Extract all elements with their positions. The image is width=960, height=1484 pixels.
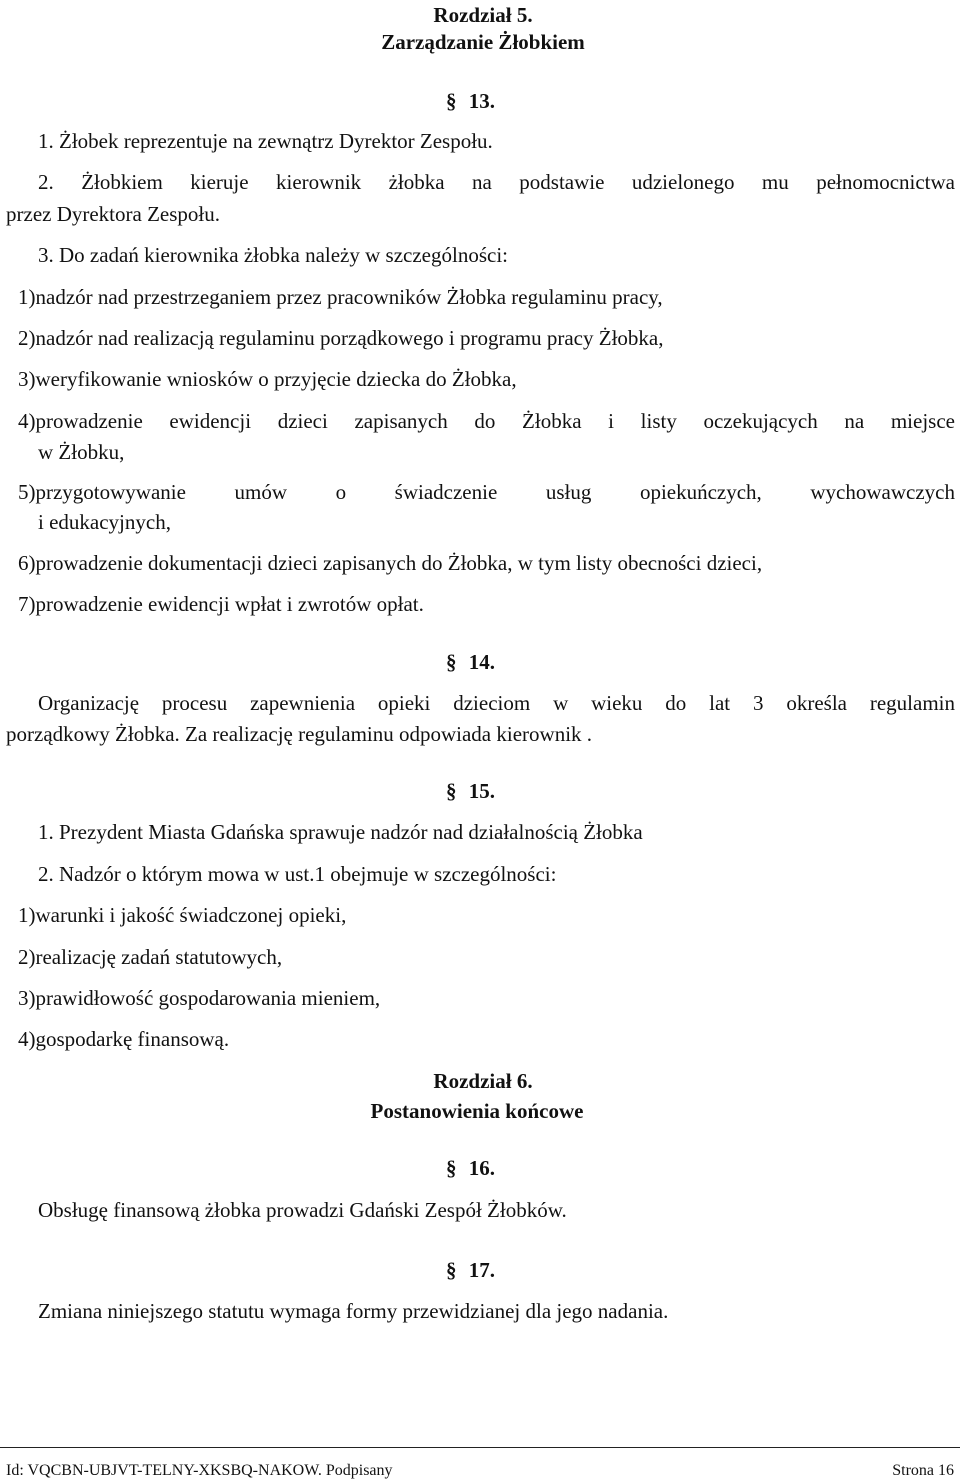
- section-number: 15.: [468, 779, 495, 803]
- section-symbol: §: [446, 1258, 457, 1282]
- list-item: 2)realizację zadań statutowych,: [18, 945, 283, 969]
- section-symbol: §: [446, 89, 457, 113]
- list-item: 3)prawidłowość gospodarowania mieniem,: [18, 986, 381, 1010]
- paragraph: 3. Do zadań kierownika żłobka należy w szczególności:: [38, 243, 508, 267]
- list-item: 4)gospodarkę finansową.: [18, 1027, 230, 1051]
- section-heading-15: [446, 781, 495, 802]
- list-item-continuation: i edukacyjnych,: [38, 510, 171, 534]
- list-item: 3)weryfikowanie wniosków o przyjęcie dziecka do Żłobka,: [18, 367, 517, 391]
- footer-document-id: Id: VQCBN-UBJVT-TELNY-XKSBQ-NAKOW. Podpisany: [6, 1462, 393, 1479]
- section-symbol: §: [446, 779, 457, 803]
- chapter-title: Rozdział 6.: [433, 1069, 533, 1093]
- section-heading-13: [446, 91, 495, 112]
- paragraph: 2. Żłobkiem kieruje kierownik żłobka na podstawie udzielonego mu pełnomocnictwa: [38, 170, 955, 194]
- section-number: 17.: [468, 1258, 495, 1282]
- list-item: 2)nadzór nad realizacją regulaminu porządkowego i programu pracy Żłobka,: [18, 326, 664, 350]
- list-item: 5)przygotowywanie umów o świadczenie usług opiekuńczych, wychowawczych: [18, 480, 955, 504]
- paragraph: 1. Prezydent Miasta Gdańska sprawuje nadzór nad działalnością Żłobka: [38, 820, 643, 844]
- section-number: 14.: [468, 650, 495, 674]
- section-symbol: §: [446, 1156, 457, 1180]
- section-heading-16: [446, 1158, 495, 1179]
- section-number: 16.: [468, 1156, 495, 1180]
- paragraph: Organizację procesu zapewnienia opieki dzieciom w wieku do lat 3 określa regulamin: [38, 691, 955, 715]
- paragraph: 2. Nadzór o którym mowa w ust.1 obejmuje w szczególności:: [38, 862, 557, 886]
- paragraph: Zmiana niniejszego statutu wymaga formy przewidzianej dla jego nadania.: [38, 1299, 669, 1323]
- section-heading-17: [446, 1260, 495, 1281]
- chapter-subtitle: Postanowienia końcowe: [370, 1099, 584, 1123]
- list-item: 1)warunki i jakość świadczonej opieki,: [18, 903, 347, 927]
- section-number: 13.: [468, 89, 495, 113]
- paragraph: Obsługę finansową żłobka prowadzi Gdański Zespół Żłobków.: [38, 1198, 567, 1222]
- list-item: 6)prowadzenie dokumentacji dzieci zapisanych do Żłobka, w tym listy obecności dzieci,: [18, 551, 763, 575]
- section-symbol: §: [446, 650, 457, 674]
- chapter-title: Rozdział 5.: [433, 3, 533, 27]
- paragraph-continuation: przez Dyrektora Zespołu.: [6, 202, 220, 226]
- list-item: 1)nadzór nad przestrzeganiem przez pracowników Żłobka regulaminu pracy,: [18, 285, 663, 309]
- list-item-continuation: w Żłobku,: [38, 440, 125, 464]
- section-heading-14: [446, 652, 495, 673]
- list-item: 4)prowadzenie ewidencji dzieci zapisanych do Żłobka i listy oczekujących na miejsce: [18, 409, 955, 433]
- footer-divider: [0, 1447, 960, 1448]
- footer-page-number: Strona 16: [892, 1462, 954, 1479]
- paragraph-continuation: porządkowy Żłobka. Za realizację regulaminu odpowiada kierownik .: [6, 722, 593, 746]
- paragraph: 1. Żłobek reprezentuje na zewnątrz Dyrektor Zespołu.: [38, 129, 493, 153]
- list-item: 7)prowadzenie ewidencji wpłat i zwrotów opłat.: [18, 592, 424, 616]
- chapter-subtitle: Zarządzanie Żłobkiem: [381, 30, 585, 54]
